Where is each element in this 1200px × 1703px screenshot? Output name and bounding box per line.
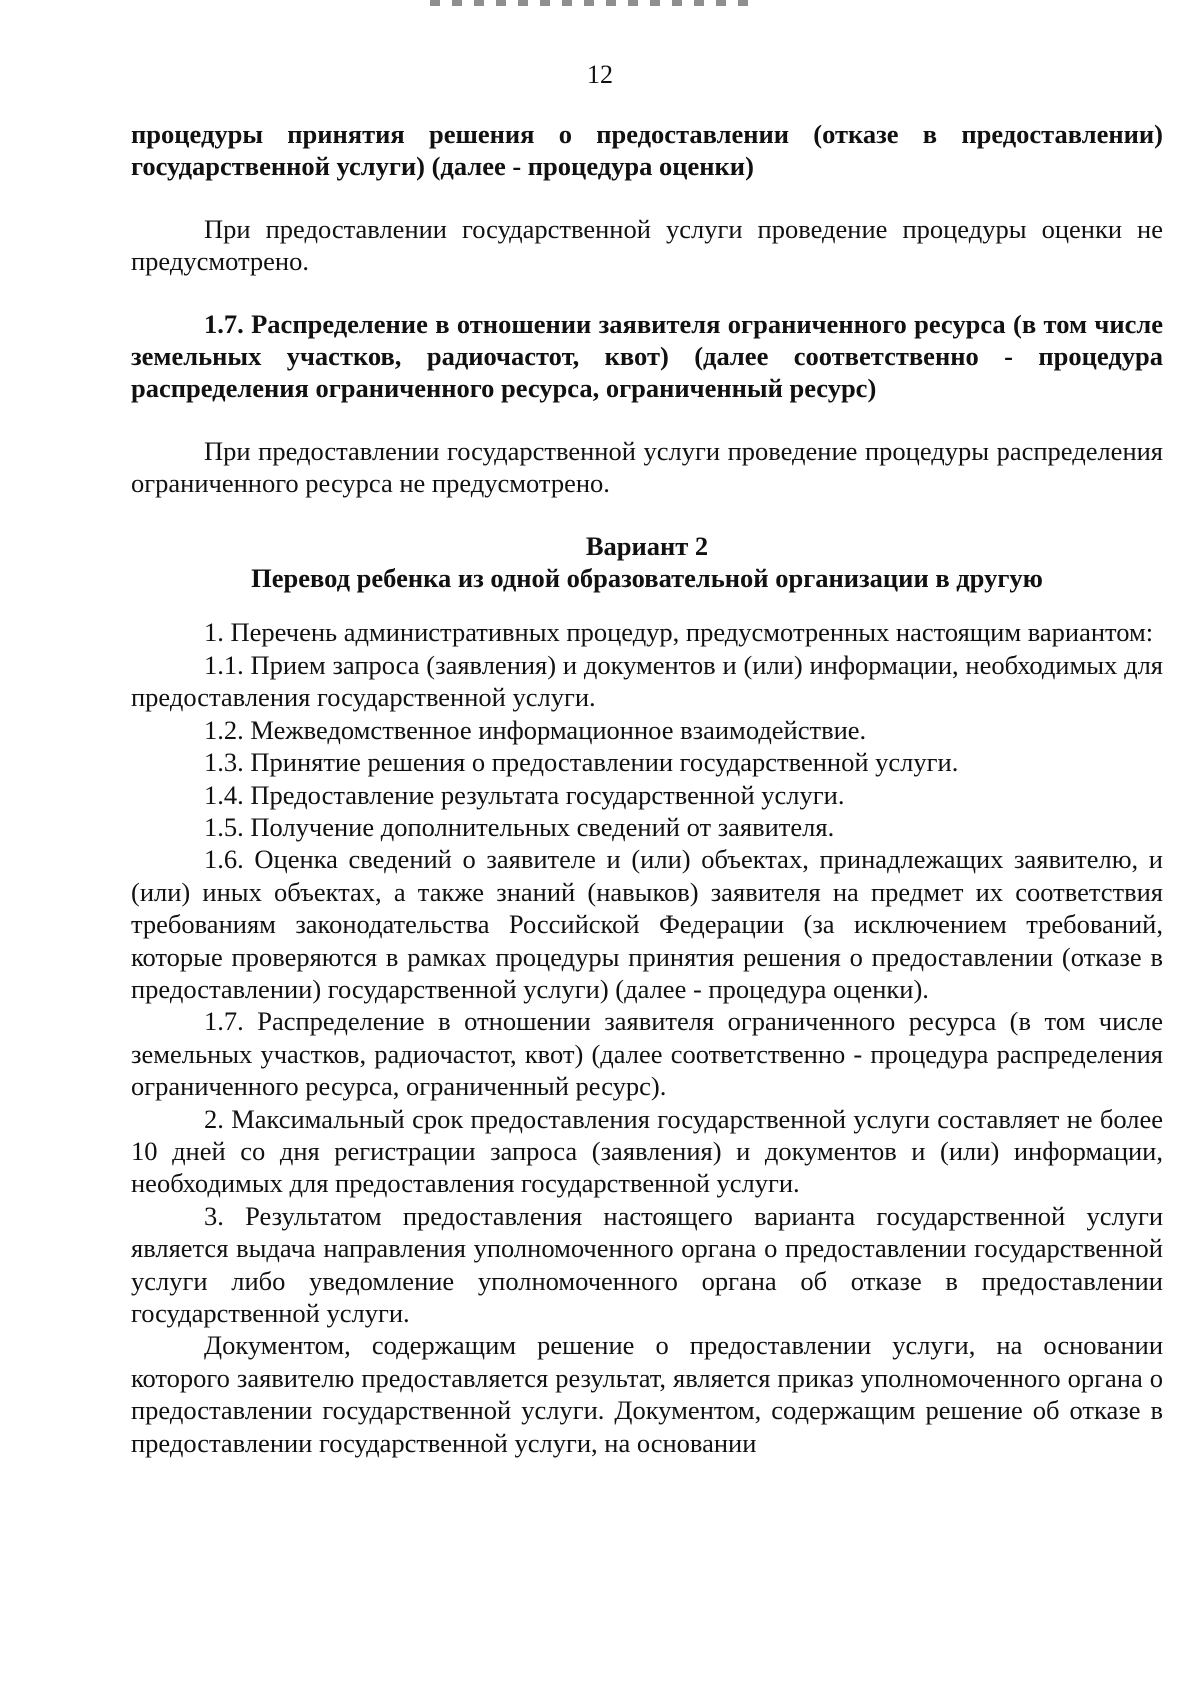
page-number: 12 (587, 60, 613, 89)
paragraph-decision-document: Документом, содержащим решение о предоставлении услуги, на основании которого заявителю предоставляется результат, является приказ уполномоченного органа о предоставлении государственной услуги. Документом, содержащим решение об отказе в предоставлении государственной услуги, на основании (131, 1330, 1163, 1458)
section-heading-continuation: процедуры принятия решения о предоставлении (отказе в предоставлении) государственной услуги) (далее - процедура оценки) (131, 119, 1163, 182)
list-item-2: 2. Максимальный срок предоставления государственной услуги составляет не более 10 дней со дня регистрации запроса (заявления) и документов и (или) информации, необходимых для предоставления государственной услуги. (131, 1103, 1163, 1199)
list-item-1-2: 1.2. Межведомственное информационное взаимодействие. (204, 714, 867, 745)
section-heading-1-7: 1.7. Распределение в отношении заявителя ограниченного ресурса (в том числе земельных участков, радиочастот, квот) (далее соответственно - процедура распределения ограниченного ресурса, ограниченный ресурс) (131, 308, 1163, 404)
page-body (131, 118, 1163, 1459)
list-item-1-6: 1.6. Оценка сведений о заявителе и (или) объектах, принадлежащих заявителю, и (или) иных объектах, а также знаний (навыков) заявителя на предмет их соответствия требованиям законодательства Российской Федерации (за исключением требований, которые проверяются в рамках процедуры принятия решения о предоставлении (отказе в предоставлении) государственной услуги) (далее - процедура оценки). (131, 844, 1163, 1004)
list-item-1: 1. Перечень административных процедур, предусмотренных настоящим вариантом: (204, 617, 1154, 648)
list-item-1-5: 1.5. Получение дополнительных сведений от заявителя. (204, 811, 835, 842)
paragraph-evaluation-not-provided: При предоставлении государственной услуги проведение процедуры оценки не предусмотрено. (131, 213, 1163, 277)
list-item-1-4: 1.4. Предоставление результата государственной услуги. (204, 779, 845, 810)
variant-subtitle: Перевод ребенка из одной образовательной организации в другую (251, 563, 1043, 594)
scan-artifact-marks (430, 0, 760, 6)
list-item-1-1: 1.1. Прием запроса (заявления) и документов и (или) информации, необходимых для предоставления государственной услуги. (131, 649, 1163, 713)
variant-title: Вариант 2 (585, 530, 709, 561)
list-item-1-3: 1.3. Принятие решения о предоставлении государственной услуги. (204, 747, 959, 778)
list-item-1-7: 1.7. Распределение в отношении заявителя ограниченного ресурса (в том числе земельных участков, радиочастот, квот) (далее соответственно - процедура распределения ограниченного ресурса, ограниченный ресурс). (131, 1006, 1163, 1102)
paragraph-distribution-not-provided: При предоставлении государственной услуги проведение процедуры распределения ограниченного ресурса не предусмотрено. (131, 435, 1163, 499)
list-item-3: 3. Результатом предоставления настоящего варианта государственной услуги является выдача направления уполномоченного органа о предоставлении государственной услуги либо уведомление уполномоченного органа об отказе в предоставлении государственной услуги. (131, 1200, 1163, 1328)
